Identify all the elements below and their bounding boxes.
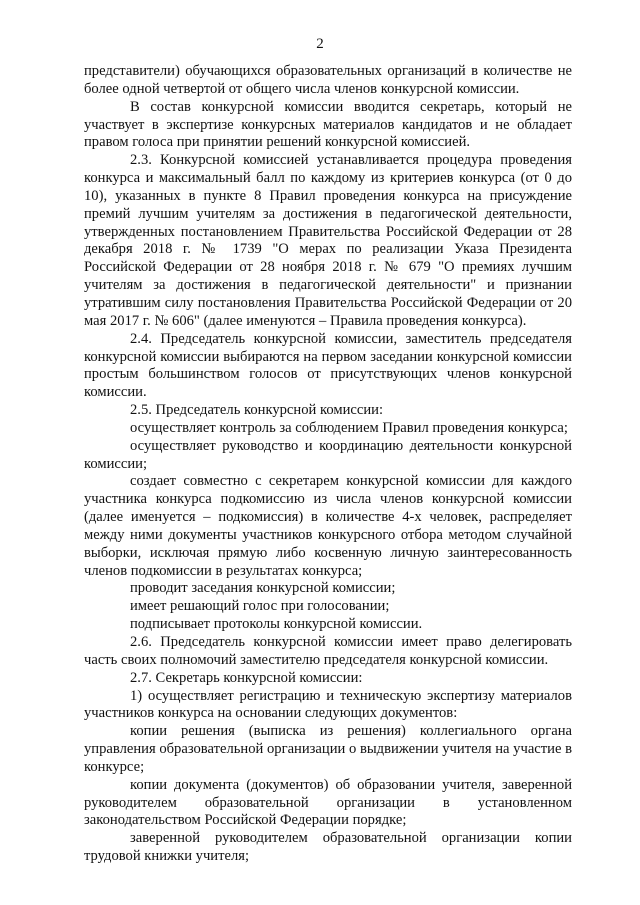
paragraph: 2.4. Председатель конкурсной комиссии, заместитель председателя конкурсной комиссии выбираются на первом заседании конкурсной комиссии простым большинством голосов от присутствующих членов конкурсной комиссии.	[84, 330, 572, 401]
paragraph: копии решения (выписка из решения) коллегиального органа управления образовательной организации о выдвижении учителя на участие в конкурсе;	[84, 723, 572, 775]
paragraph: имеет решающий голос при голосовании;	[130, 598, 390, 615]
paragraph: представители) обучающихся образовательных организаций в количестве не более одной четвертой от общего числа членов конкурсной комиссии.	[84, 63, 572, 97]
paragraph: копии документа (документов) об образовании учителя, заверенной руководителем образовательной организации в установленном законодательством Российской Федерации порядке;	[84, 776, 572, 829]
paragraph: создает совместно с секретарем конкурсной комиссии для каждого участника конкурса подкомиссию из числа членов конкурсной комиссии (далее именуется – подкомиссия) в количестве 4-х человек, распределяет между ними документы участников конкурсного отбора методом случайной выборки, исключая прямую либо косвенную личную заинтересованность членов подкомиссии в результатах конкурса;	[84, 473, 572, 579]
paragraph: осуществляет контроль за соблюдением Правил проведения конкурса;	[130, 419, 568, 436]
paragraph: проводит заседания конкурсной комиссии;	[130, 580, 396, 597]
paragraph: В состав конкурсной комиссии вводится секретарь, который не участвует в экспертизе конкурсных материалов кандидатов и не обладает правом голоса при принятии решений конкурсной комиссией.	[84, 98, 572, 151]
paragraph: 1) осуществляет регистрацию и техническую экспертизу материалов участников конкурса на основании следующих документов:	[84, 687, 572, 722]
paragraph: 2.6. Председатель конкурсной комиссии имеет право делегировать часть своих полномочий заместителю председателя конкурсной комиссии.	[84, 634, 572, 668]
document-body	[84, 63, 572, 866]
paragraph: 2.5. Председатель конкурсной комиссии:	[130, 402, 384, 419]
paragraph: 2.3. Конкурсной комиссией устанавливается процедура проведения конкурса и максимальный балл по каждому из критериев конкурса (от 0 до 10), указанных в пункте 8 Правил проведения конкурса на присуждение премий лучшим учителям за достижения в педагогической деятельности, утвержденных постановлением Правительства Российской Федерации от 28 декабря 2018 г. № 1739 "О мерах по реализации Указа Президента Российской Федерации от 28 ноября 2018 г. № 679 "О премиях лучшим учителям за достижения в педагогической деятельности" и признании утратившим силу постановления Правительства Российской Федерации от 20 мая 2017 г. № 606" (далее именуются – Правила проведения конкурса).	[84, 152, 572, 329]
paragraph: осуществляет руководство и координацию деятельности конкурсной комиссии;	[84, 437, 572, 472]
page-number: 2	[316, 36, 324, 52]
paragraph: заверенной руководителем образовательной организации копии трудовой книжки учителя;	[84, 830, 572, 865]
paragraph: 2.7. Секретарь конкурсной комиссии:	[130, 669, 363, 686]
paragraph: подписывает протоколы конкурсной комиссии.	[130, 616, 423, 633]
